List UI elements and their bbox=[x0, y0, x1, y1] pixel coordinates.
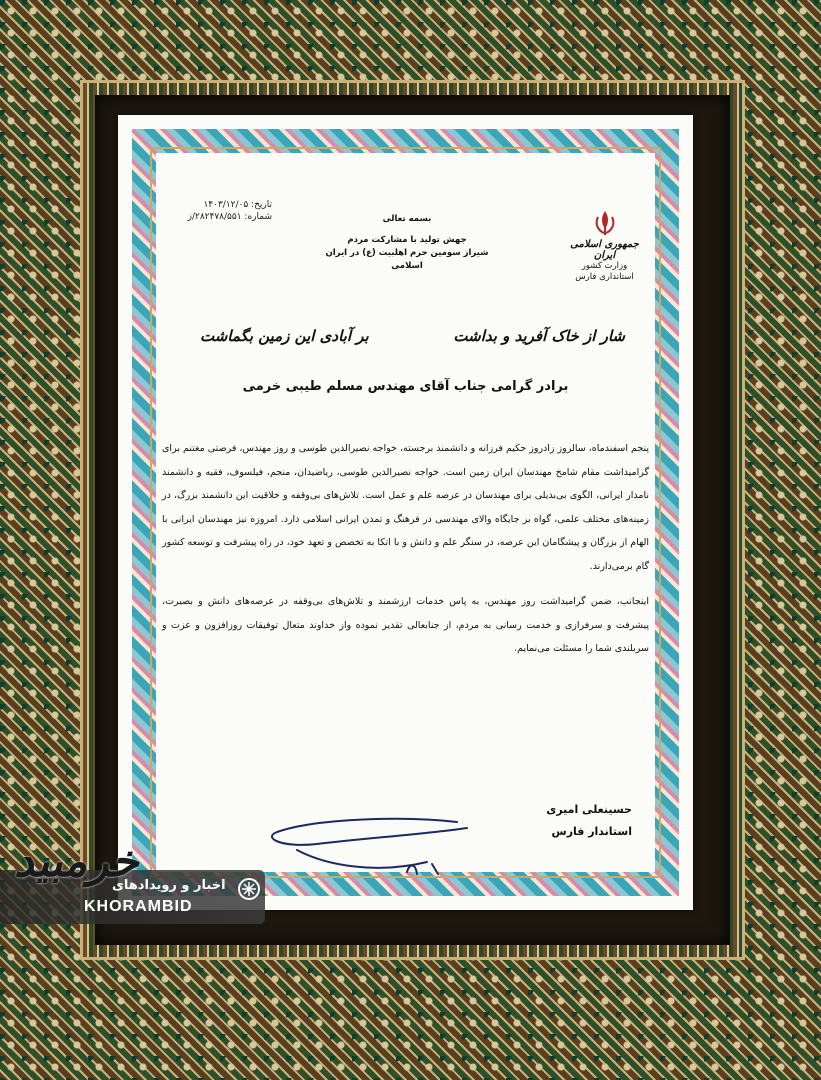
letter-body bbox=[162, 437, 649, 673]
watermark-script-logo: خرمبید bbox=[14, 836, 139, 887]
letter-content bbox=[162, 199, 649, 859]
handwritten-signature-icon bbox=[257, 804, 487, 884]
letter-paragraph-1: پنجم اسفندماه، سالروز زادروز حکیم فرزانه و دانشمند برجسته، خواجه نصیرالدین طوسی و روز مهندس، فرصتی مغتنم برای گرامیداشت مقام شامخ مهندسان ایران زمین است. خواجه نصیرالدین طوسی، ریاضیدان، منجم، فیلسوف، فقیه و دانشمند نامدار ایرانی، الگوی بی‌بدیلی برای مهندسان در عرصه علم و عمل است. تلاش‌های بی‌وقفه و خلاقیت این دانشمند بزرگ، در زمینه‌های مختلف علمی، گواه بر جایگاه والای مهندسی در فرهنگ و تمدن ایرانی اسلامی دارد. امروزه نیز مهندسان ایرانی با الهام از بزرگان و پیشگامان این عرصه، در سنگر علم و دانش و با اتکا به تخصص و تعهد خود، در راه پیشرفت و توسعه کشور گام برمی‌دارند. bbox=[162, 443, 649, 572]
motto-line-1: جهش تولید با مشارکت مردم bbox=[347, 235, 467, 245]
poem-hemistich-left: بر آبادی این زمین بگماشت bbox=[200, 327, 369, 345]
signatory-title: استاندار فارس bbox=[551, 825, 632, 838]
watermark-persian-text: اخبار و رویدادهای bbox=[112, 878, 226, 893]
org-ministry: وزارت کشور bbox=[581, 261, 628, 271]
certificate-paper bbox=[118, 115, 693, 910]
poem-verse bbox=[162, 327, 649, 361]
date-label: تاریخ: ۱۴۰۳/۱۲/۰۵ bbox=[203, 200, 272, 210]
number-label: شماره: ۲۸۲۴۷۸/۵۵۱/ز bbox=[187, 212, 272, 222]
header-center bbox=[312, 213, 502, 273]
salutation-heading: برادر گرامی جناب آقای مهندس مسلم طیبی خرمی bbox=[242, 379, 569, 394]
watermark-knot-icon bbox=[236, 876, 262, 902]
letter-paragraph-2: اینجانب، ضمن گرامیداشت روز مهندس، به پاس خدمات ارزشمند و تلاش‌های بی‌وقفه در عرصه‌های دانش و بصیرت، پیشرفت و سرفرازی و خدمت رسانی به مردم، از جنابعالی تقدیر نموده واز خداوند متعال توفیقات روزافزون و عزت و سربلندی شما را مسئلت می‌نمایم. bbox=[162, 596, 649, 654]
signatory-name: حسینعلی امیری bbox=[546, 803, 632, 816]
iran-emblem-icon bbox=[592, 209, 618, 237]
org-brand: جمهوری اسلامی ایران bbox=[570, 239, 639, 261]
poem-hemistich-right: شار از خاک آفرید و بداشت bbox=[453, 327, 625, 345]
motto-line-2: شیراز سومین حرم اهلبیت (ع) در ایران اسلامی bbox=[325, 248, 489, 271]
date-number-block bbox=[162, 199, 272, 223]
signatory-block bbox=[472, 799, 632, 843]
org-office: استانداری فارس bbox=[575, 272, 634, 282]
organization-block bbox=[562, 209, 647, 283]
watermark-english-text: KHORAMBID bbox=[84, 898, 193, 915]
basmala: بسمه تعالی bbox=[382, 214, 432, 224]
